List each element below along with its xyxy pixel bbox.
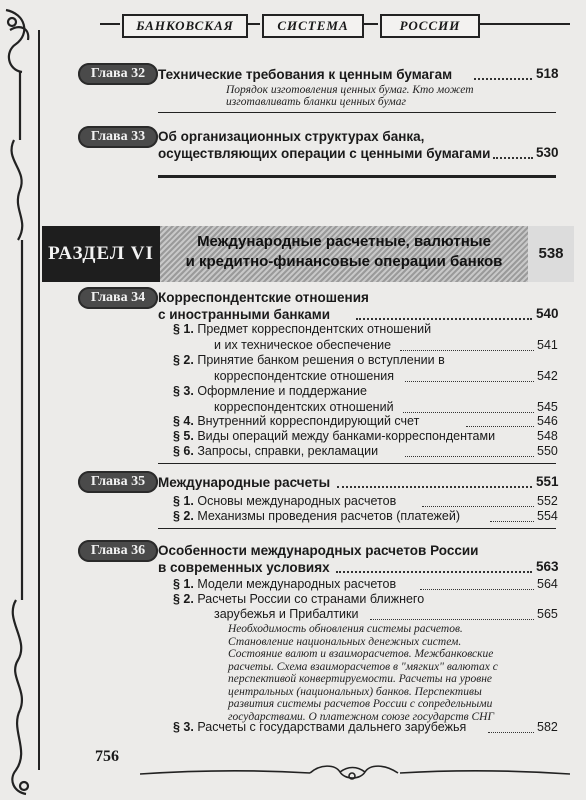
paragraph-2-annotation (228, 623, 498, 723)
chapter-32-page: 518 (536, 66, 559, 81)
annotation-line: развития системы расчетов России с сопредельными (228, 698, 493, 710)
paragraph-2-line-2: корреспондентские отношения (214, 369, 395, 383)
paragraph-number: § 3. (173, 720, 194, 734)
leader-dots (490, 521, 534, 522)
header-rule-right (480, 23, 570, 25)
paragraph-title: Виды операций между банками-корреспондентами (197, 429, 496, 443)
paragraph-number: § 1. (173, 494, 194, 508)
leader-dots (488, 732, 534, 733)
chapter-35-title: Международные расчеты (158, 475, 331, 490)
chapter-32-badge: Глава 32 (78, 63, 158, 85)
paragraph-1-page: 552 (537, 494, 558, 508)
divider (158, 175, 556, 178)
footer-ornament (140, 760, 570, 784)
paragraph-title: Расчеты с государствами дальнего зарубежья (197, 720, 467, 734)
paragraph-title: Предмет корреспондентских отношений (197, 322, 432, 336)
paragraph-2-page: 542 (537, 369, 558, 383)
paragraph-2-page: 554 (537, 509, 558, 523)
paragraph-1 (173, 577, 396, 592)
leader-dots (356, 318, 532, 320)
paragraph-number: § 3. (173, 384, 194, 398)
chapter-33-title-line-1: Об организационных структурах банка, (158, 129, 425, 144)
leader-dots (337, 486, 532, 488)
chapter-36-title-line-2: в современных условиях (158, 560, 330, 575)
header-rule (248, 23, 260, 25)
paragraph-number: § 2. (173, 509, 194, 523)
paragraph-title: Внутренний корреспондирующий счет (197, 414, 420, 428)
header-word-1: БАНКОВСКАЯ (122, 14, 248, 38)
paragraph-5-page: 548 (537, 429, 558, 443)
leader-dots (420, 589, 534, 590)
paragraph-3-page: 582 (537, 720, 558, 734)
leader-dots (400, 350, 534, 351)
chapter-36-page: 563 (536, 559, 559, 574)
ornamental-border (0, 0, 36, 800)
section-title-line-2: и кредитно-финансовые операции банков (185, 253, 503, 270)
paragraph-2-page: 565 (537, 607, 558, 621)
header-word-3: РОССИИ (380, 14, 480, 38)
paragraph-title: Запросы, справки, рекламации (197, 444, 379, 458)
header-word-2: СИСТЕМА (262, 14, 364, 38)
leader-dots (370, 619, 534, 620)
border-line (38, 30, 40, 770)
leader-dots (403, 412, 534, 413)
paragraph-1-page: 564 (537, 577, 558, 591)
paragraph-1-line-2: и их техническое обеспечение (214, 338, 392, 352)
annotation-line: Становление национальных денежных систем. (228, 635, 462, 648)
leader-dots (493, 157, 533, 159)
leader-dots (422, 506, 534, 507)
paragraph-1 (173, 322, 431, 337)
paragraph-3-line-2: корреспондентских отношений (214, 400, 394, 414)
section-page: 538 (528, 226, 574, 282)
divider (158, 528, 556, 529)
chapter-32-note-line-2: изготавливать бланки ценных бумаг (226, 96, 406, 108)
divider (158, 112, 556, 113)
paragraph-3 (173, 384, 367, 399)
paragraph-number: § 2. (173, 353, 194, 367)
paragraph-2 (173, 592, 424, 607)
header-rule-left (100, 23, 120, 25)
paragraph-6-page: 550 (537, 444, 558, 458)
paragraph-3 (173, 720, 466, 735)
header-rule (364, 23, 378, 25)
paragraph-6 (173, 444, 378, 459)
chapter-32-title: Технические требования к ценным бумагам (158, 67, 453, 82)
chapter-33-badge: Глава 33 (78, 126, 158, 148)
paragraph-2-line-2: зарубежья и Прибалтики (214, 607, 359, 621)
paragraph-number: § 4. (173, 414, 194, 428)
running-header (100, 6, 580, 40)
paragraph-title: Механизмы проведения расчетов (платежей) (197, 509, 460, 523)
chapter-36-title-line-1: Особенности международных расчетов России (158, 543, 479, 558)
paragraph-number: § 6. (173, 444, 194, 458)
annotation-line: государствами. О платежном союзе государств СНГ (228, 710, 495, 723)
paragraph-title: Оформление и поддержание (197, 384, 367, 398)
paragraph-5 (173, 429, 495, 444)
annotation-line: расчеты. Схема взаиморасчетов в "мягких" валютах с (228, 660, 498, 673)
paragraph-number: § 2. (173, 592, 194, 606)
chapter-34-page: 540 (536, 306, 559, 321)
paragraph-2 (173, 353, 445, 368)
annotation-line: Состояние валют и взаиморасчетов. Межбанковские (228, 648, 494, 660)
chapter-32-note-line-1: Порядок изготовления ценных бумаг. Кто может (226, 84, 474, 96)
paragraph-title: Основы международных расчетов (197, 494, 397, 508)
annotation-line: перспективой конвертируемости. Расчеты на уровне (228, 673, 493, 685)
chapter-34-title-line-1: Корреспондентские отношения (158, 290, 369, 305)
chapter-35-badge: Глава 35 (78, 471, 158, 493)
section-title-line-1: Международные расчетные, валютные (197, 233, 491, 250)
paragraph-title: Расчеты России со странами ближнего (197, 592, 425, 606)
chapter-33-page: 530 (536, 145, 559, 160)
chapter-34-badge: Глава 34 (78, 287, 158, 309)
annotation-line: Необходимость обновления системы расчетов. (228, 623, 463, 635)
paragraph-4 (173, 414, 419, 429)
chapter-33-title-line-2: осуществляющих операции с ценными бумагами (158, 146, 491, 161)
leader-dots (336, 571, 532, 573)
section-label: РАЗДЕЛ VI (42, 226, 160, 282)
leader-dots (474, 78, 532, 80)
section-title (160, 232, 528, 272)
leader-dots (466, 426, 534, 427)
divider (158, 463, 556, 464)
leader-dots (405, 456, 534, 457)
paragraph-4-page: 546 (537, 414, 558, 428)
chapter-36-badge: Глава 36 (78, 540, 158, 562)
paragraph-title: Принятие банком решения о вступлении в (197, 353, 445, 367)
paragraph-number: § 1. (173, 322, 194, 336)
leader-dots (405, 381, 534, 382)
annotation-line: центральных (национальных) банков. Перспективы (228, 685, 482, 698)
paragraph-number: § 5. (173, 429, 194, 443)
chapter-34-title-line-2: с иностранными банками (158, 307, 331, 322)
paragraph-title: Модели международных расчетов (197, 577, 397, 591)
paragraph-3-page: 545 (537, 400, 558, 414)
paragraph-1-page: 541 (537, 338, 558, 352)
chapter-35-page: 551 (536, 474, 559, 489)
paragraph-number: § 1. (173, 577, 194, 591)
paragraph-1 (173, 494, 396, 509)
page-number: 756 (95, 748, 119, 765)
paragraph-2 (173, 509, 460, 524)
